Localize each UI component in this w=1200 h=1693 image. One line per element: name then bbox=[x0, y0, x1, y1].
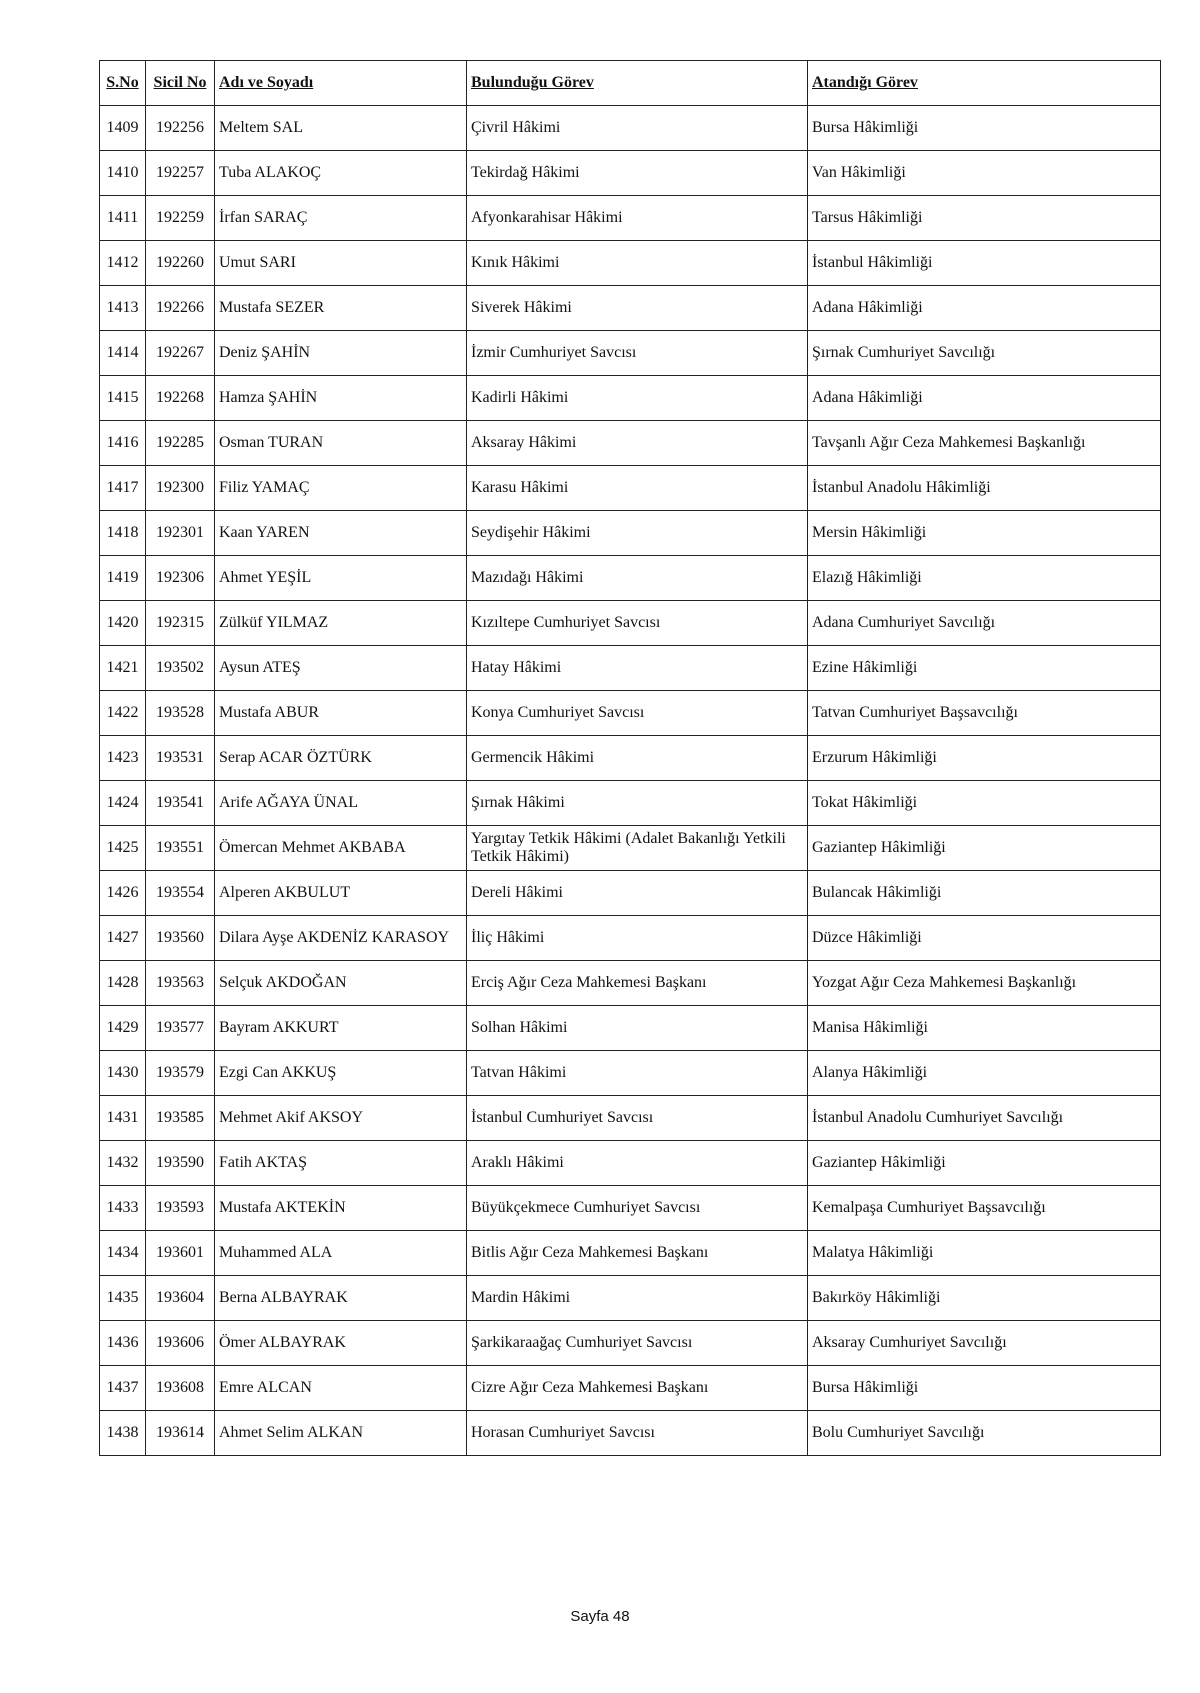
table-row bbox=[100, 331, 1161, 376]
table-row bbox=[100, 1276, 1161, 1321]
cell-assigned-post: İstanbul Anadolu Cumhuriyet Savcılığı bbox=[808, 1096, 1161, 1141]
cell-sicil-no: 192256 bbox=[146, 106, 215, 151]
table-row bbox=[100, 1096, 1161, 1141]
cell-current-post: Kınık Hâkimi bbox=[467, 241, 808, 286]
table-row bbox=[100, 511, 1161, 556]
table-row bbox=[100, 826, 1161, 871]
cell-assigned-post: Kemalpaşa Cumhuriyet Başsavcılığı bbox=[808, 1186, 1161, 1231]
table-row bbox=[100, 1321, 1161, 1366]
cell-sno: 1412 bbox=[100, 241, 146, 286]
cell-name: Berna ALBAYRAK bbox=[215, 1276, 467, 1321]
cell-sicil-no: 193560 bbox=[146, 916, 215, 961]
cell-current-post: Seydişehir Hâkimi bbox=[467, 511, 808, 556]
cell-current-post: Şarkikaraağaç Cumhuriyet Savcısı bbox=[467, 1321, 808, 1366]
cell-current-post: Tekirdağ Hâkimi bbox=[467, 151, 808, 196]
cell-sno: 1409 bbox=[100, 106, 146, 151]
table-row bbox=[100, 1366, 1161, 1411]
cell-sicil-no: 193608 bbox=[146, 1366, 215, 1411]
cell-sno: 1411 bbox=[100, 196, 146, 241]
cell-name: Emre ALCAN bbox=[215, 1366, 467, 1411]
cell-assigned-post: Adana Cumhuriyet Savcılığı bbox=[808, 601, 1161, 646]
cell-current-post: Germencik Hâkimi bbox=[467, 736, 808, 781]
cell-sicil-no: 192300 bbox=[146, 466, 215, 511]
cell-name: Mustafa ABUR bbox=[215, 691, 467, 736]
cell-current-post: Bitlis Ağır Ceza Mahkemesi Başkanı bbox=[467, 1231, 808, 1276]
cell-assigned-post: Şırnak Cumhuriyet Savcılığı bbox=[808, 331, 1161, 376]
cell-name: Mustafa SEZER bbox=[215, 286, 467, 331]
cell-current-post: Kızıltepe Cumhuriyet Savcısı bbox=[467, 601, 808, 646]
cell-assigned-post: Aksaray Cumhuriyet Savcılığı bbox=[808, 1321, 1161, 1366]
cell-sno: 1419 bbox=[100, 556, 146, 601]
cell-sno: 1423 bbox=[100, 736, 146, 781]
table-row bbox=[100, 1006, 1161, 1051]
cell-name: Mustafa AKTEKİN bbox=[215, 1186, 467, 1231]
cell-sno: 1428 bbox=[100, 961, 146, 1006]
cell-assigned-post: Van Hâkimliği bbox=[808, 151, 1161, 196]
cell-sicil-no: 192301 bbox=[146, 511, 215, 556]
cell-name: Deniz ŞAHİN bbox=[215, 331, 467, 376]
cell-sno: 1422 bbox=[100, 691, 146, 736]
cell-sno: 1432 bbox=[100, 1141, 146, 1186]
cell-current-post: Şırnak Hâkimi bbox=[467, 781, 808, 826]
cell-sno: 1437 bbox=[100, 1366, 146, 1411]
table-row bbox=[100, 781, 1161, 826]
cell-name: Ömercan Mehmet AKBABA bbox=[215, 826, 467, 871]
cell-sno: 1418 bbox=[100, 511, 146, 556]
header-sicil-no: Sicil No bbox=[146, 61, 215, 106]
cell-assigned-post: İstanbul Hâkimliği bbox=[808, 241, 1161, 286]
cell-current-post: İstanbul Cumhuriyet Savcısı bbox=[467, 1096, 808, 1141]
cell-sno: 1410 bbox=[100, 151, 146, 196]
table-row bbox=[100, 466, 1161, 511]
table-row bbox=[100, 736, 1161, 781]
cell-assigned-post: Tarsus Hâkimliği bbox=[808, 196, 1161, 241]
cell-sicil-no: 192257 bbox=[146, 151, 215, 196]
cell-sno: 1425 bbox=[100, 826, 146, 871]
cell-sno: 1416 bbox=[100, 421, 146, 466]
cell-name: Arife AĞAYA ÜNAL bbox=[215, 781, 467, 826]
table-header-row bbox=[100, 61, 1161, 106]
cell-current-post: Mardin Hâkimi bbox=[467, 1276, 808, 1321]
cell-name: Muhammed ALA bbox=[215, 1231, 467, 1276]
assignment-table bbox=[99, 60, 1161, 1456]
cell-assigned-post: Erzurum Hâkimliği bbox=[808, 736, 1161, 781]
cell-sno: 1414 bbox=[100, 331, 146, 376]
cell-name: Meltem SAL bbox=[215, 106, 467, 151]
table-row bbox=[100, 151, 1161, 196]
cell-sicil-no: 193593 bbox=[146, 1186, 215, 1231]
cell-sno: 1424 bbox=[100, 781, 146, 826]
page-number: Sayfa 48 bbox=[570, 1608, 630, 1625]
cell-current-post: Kadirli Hâkimi bbox=[467, 376, 808, 421]
table-row bbox=[100, 106, 1161, 151]
cell-sicil-no: 193579 bbox=[146, 1051, 215, 1096]
cell-current-post: Hatay Hâkimi bbox=[467, 646, 808, 691]
cell-sno: 1426 bbox=[100, 871, 146, 916]
cell-sno: 1415 bbox=[100, 376, 146, 421]
cell-sno: 1417 bbox=[100, 466, 146, 511]
table-row bbox=[100, 646, 1161, 691]
cell-name: Selçuk AKDOĞAN bbox=[215, 961, 467, 1006]
cell-current-post: Yargıtay Tetkik Hâkimi (Adalet Bakanlığı Yetkili Tetkik Hâkimi) bbox=[467, 826, 808, 871]
cell-assigned-post: Elazığ Hâkimliği bbox=[808, 556, 1161, 601]
cell-sno: 1420 bbox=[100, 601, 146, 646]
cell-sicil-no: 193590 bbox=[146, 1141, 215, 1186]
cell-assigned-post: Adana Hâkimliği bbox=[808, 376, 1161, 421]
table-row bbox=[100, 421, 1161, 466]
cell-current-post: İliç Hâkimi bbox=[467, 916, 808, 961]
cell-assigned-post: Manisa Hâkimliği bbox=[808, 1006, 1161, 1051]
table-row bbox=[100, 1186, 1161, 1231]
cell-assigned-post: Bursa Hâkimliği bbox=[808, 1366, 1161, 1411]
cell-current-post: Solhan Hâkimi bbox=[467, 1006, 808, 1051]
cell-current-post: Afyonkarahisar Hâkimi bbox=[467, 196, 808, 241]
header-assigned-post: Atandığı Görev bbox=[808, 61, 1161, 106]
cell-name: Hamza ŞAHİN bbox=[215, 376, 467, 421]
cell-current-post: Cizre Ağır Ceza Mahkemesi Başkanı bbox=[467, 1366, 808, 1411]
table-row bbox=[100, 1141, 1161, 1186]
cell-current-post: Araklı Hâkimi bbox=[467, 1141, 808, 1186]
cell-current-post: Karasu Hâkimi bbox=[467, 466, 808, 511]
cell-name: Aysun ATEŞ bbox=[215, 646, 467, 691]
cell-current-post: Konya Cumhuriyet Savcısı bbox=[467, 691, 808, 736]
cell-sicil-no: 193577 bbox=[146, 1006, 215, 1051]
cell-assigned-post: Bursa Hâkimliği bbox=[808, 106, 1161, 151]
cell-current-post: Tatvan Hâkimi bbox=[467, 1051, 808, 1096]
cell-assigned-post: Yozgat Ağır Ceza Mahkemesi Başkanlığı bbox=[808, 961, 1161, 1006]
cell-assigned-post: Tokat Hâkimliği bbox=[808, 781, 1161, 826]
cell-name: Osman TURAN bbox=[215, 421, 467, 466]
cell-assigned-post: Tavşanlı Ağır Ceza Mahkemesi Başkanlığı bbox=[808, 421, 1161, 466]
cell-sicil-no: 192285 bbox=[146, 421, 215, 466]
cell-sicil-no: 193563 bbox=[146, 961, 215, 1006]
cell-current-post: Mazıdağı Hâkimi bbox=[467, 556, 808, 601]
table-row bbox=[100, 691, 1161, 736]
cell-current-post: İzmir Cumhuriyet Savcısı bbox=[467, 331, 808, 376]
cell-name: Fatih AKTAŞ bbox=[215, 1141, 467, 1186]
cell-sicil-no: 193502 bbox=[146, 646, 215, 691]
cell-name: Tuba ALAKOÇ bbox=[215, 151, 467, 196]
cell-assigned-post: Bolu Cumhuriyet Savcılığı bbox=[808, 1411, 1161, 1456]
cell-name: Kaan YAREN bbox=[215, 511, 467, 556]
cell-sicil-no: 193531 bbox=[146, 736, 215, 781]
cell-sno: 1429 bbox=[100, 1006, 146, 1051]
header-sno: S.No bbox=[100, 61, 146, 106]
table-body bbox=[100, 106, 1161, 1456]
cell-sno: 1427 bbox=[100, 916, 146, 961]
cell-name: Filiz YAMAÇ bbox=[215, 466, 467, 511]
cell-sno: 1431 bbox=[100, 1096, 146, 1141]
cell-sno: 1435 bbox=[100, 1276, 146, 1321]
cell-sno: 1421 bbox=[100, 646, 146, 691]
cell-sicil-no: 192315 bbox=[146, 601, 215, 646]
cell-name: Dilara Ayşe AKDENİZ KARASOY bbox=[215, 916, 467, 961]
cell-sicil-no: 193601 bbox=[146, 1231, 215, 1276]
cell-current-post: Büyükçekmece Cumhuriyet Savcısı bbox=[467, 1186, 808, 1231]
header-current-post: Bulunduğu Görev bbox=[467, 61, 808, 106]
cell-name: Bayram AKKURT bbox=[215, 1006, 467, 1051]
cell-assigned-post: Düzce Hâkimliği bbox=[808, 916, 1161, 961]
cell-current-post: Çivril Hâkimi bbox=[467, 106, 808, 151]
cell-sno: 1434 bbox=[100, 1231, 146, 1276]
table-row bbox=[100, 961, 1161, 1006]
cell-sno: 1413 bbox=[100, 286, 146, 331]
cell-sicil-no: 192260 bbox=[146, 241, 215, 286]
cell-sicil-no: 192306 bbox=[146, 556, 215, 601]
cell-current-post: Erciş Ağır Ceza Mahkemesi Başkanı bbox=[467, 961, 808, 1006]
cell-sno: 1438 bbox=[100, 1411, 146, 1456]
table-row bbox=[100, 601, 1161, 646]
cell-sicil-no: 193528 bbox=[146, 691, 215, 736]
cell-assigned-post: Alanya Hâkimliği bbox=[808, 1051, 1161, 1096]
cell-current-post: Aksaray Hâkimi bbox=[467, 421, 808, 466]
table-row bbox=[100, 556, 1161, 601]
cell-sicil-no: 193606 bbox=[146, 1321, 215, 1366]
cell-sicil-no: 192268 bbox=[146, 376, 215, 421]
table-row bbox=[100, 871, 1161, 916]
table-row bbox=[100, 376, 1161, 421]
cell-sicil-no: 193541 bbox=[146, 781, 215, 826]
cell-name: Ömer ALBAYRAK bbox=[215, 1321, 467, 1366]
cell-sicil-no: 192267 bbox=[146, 331, 215, 376]
table-row bbox=[100, 916, 1161, 961]
cell-sno: 1430 bbox=[100, 1051, 146, 1096]
cell-sicil-no: 192266 bbox=[146, 286, 215, 331]
cell-assigned-post: Bakırköy Hâkimliği bbox=[808, 1276, 1161, 1321]
table-row bbox=[100, 1411, 1161, 1456]
table-row bbox=[100, 286, 1161, 331]
cell-name: Zülküf YILMAZ bbox=[215, 601, 467, 646]
cell-assigned-post: Gaziantep Hâkimliği bbox=[808, 826, 1161, 871]
cell-sicil-no: 193551 bbox=[146, 826, 215, 871]
cell-name: Mehmet Akif AKSOY bbox=[215, 1096, 467, 1141]
table-row bbox=[100, 241, 1161, 286]
table-row bbox=[100, 1231, 1161, 1276]
cell-current-post: Dereli Hâkimi bbox=[467, 871, 808, 916]
cell-name: Ahmet YEŞİL bbox=[215, 556, 467, 601]
cell-assigned-post: Mersin Hâkimliği bbox=[808, 511, 1161, 556]
header-name: Adı ve Soyadı bbox=[215, 61, 467, 106]
cell-sno: 1433 bbox=[100, 1186, 146, 1231]
cell-current-post: Siverek Hâkimi bbox=[467, 286, 808, 331]
table-row bbox=[100, 196, 1161, 241]
cell-sicil-no: 193585 bbox=[146, 1096, 215, 1141]
cell-assigned-post: Tatvan Cumhuriyet Başsavcılığı bbox=[808, 691, 1161, 736]
cell-assigned-post: Gaziantep Hâkimliği bbox=[808, 1141, 1161, 1186]
cell-sicil-no: 193604 bbox=[146, 1276, 215, 1321]
cell-name: Umut SARI bbox=[215, 241, 467, 286]
cell-name: Ahmet Selim ALKAN bbox=[215, 1411, 467, 1456]
cell-assigned-post: Adana Hâkimliği bbox=[808, 286, 1161, 331]
cell-current-post: Horasan Cumhuriyet Savcısı bbox=[467, 1411, 808, 1456]
table-row bbox=[100, 1051, 1161, 1096]
cell-name: Ezgi Can AKKUŞ bbox=[215, 1051, 467, 1096]
cell-sicil-no: 193614 bbox=[146, 1411, 215, 1456]
cell-name: Alperen AKBULUT bbox=[215, 871, 467, 916]
cell-assigned-post: İstanbul Anadolu Hâkimliği bbox=[808, 466, 1161, 511]
cell-assigned-post: Ezine Hâkimliği bbox=[808, 646, 1161, 691]
cell-name: Serap ACAR ÖZTÜRK bbox=[215, 736, 467, 781]
cell-sicil-no: 192259 bbox=[146, 196, 215, 241]
cell-sicil-no: 193554 bbox=[146, 871, 215, 916]
cell-name: İrfan SARAÇ bbox=[215, 196, 467, 241]
cell-assigned-post: Bulancak Hâkimliği bbox=[808, 871, 1161, 916]
cell-assigned-post: Malatya Hâkimliği bbox=[808, 1231, 1161, 1276]
cell-sno: 1436 bbox=[100, 1321, 146, 1366]
